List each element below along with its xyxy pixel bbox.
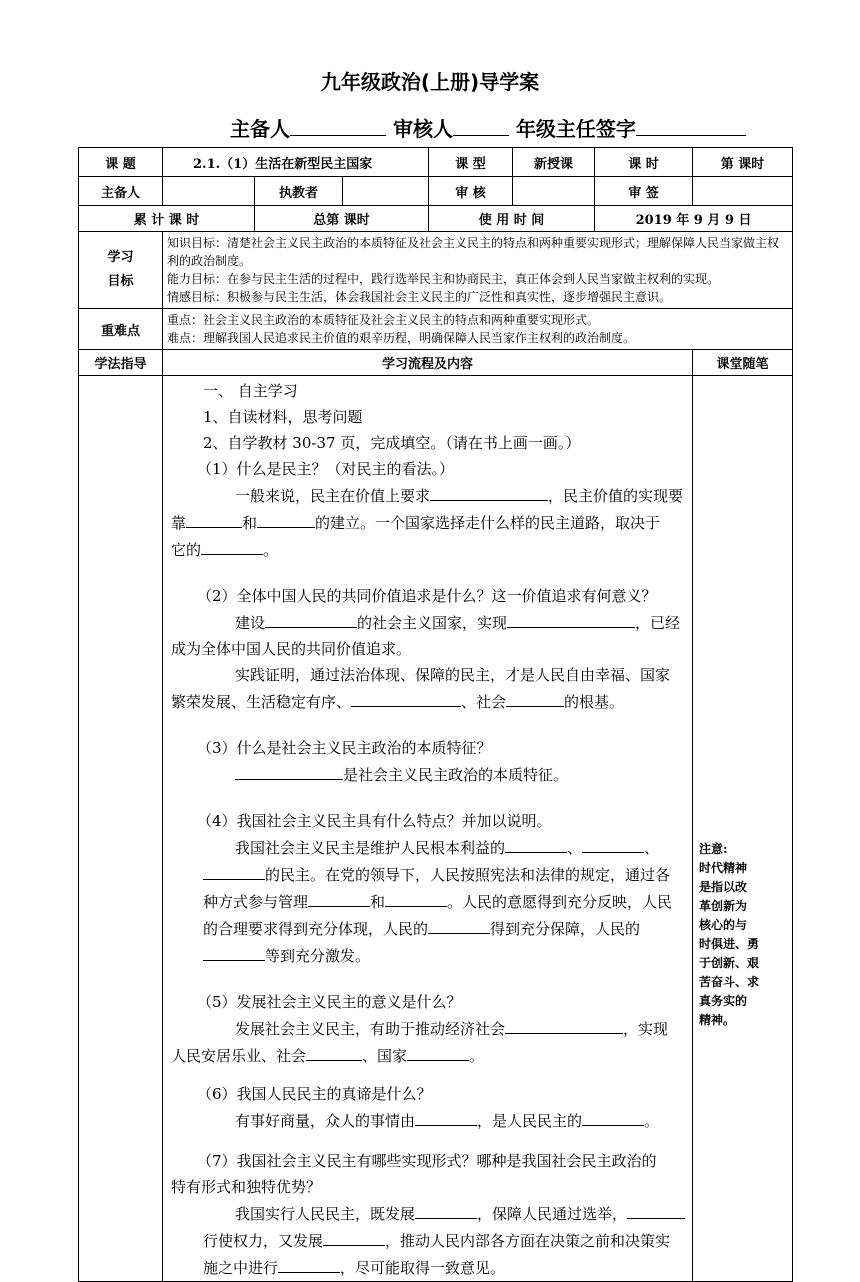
- blank[interactable]: [203, 861, 265, 880]
- topic-value: 2.1.（1）生活在新型民主国家: [163, 148, 429, 177]
- reviewer-blank: [453, 117, 509, 136]
- answer-2-line4: 繁荣发展、生活稳定有序、 、社会 的根基。: [171, 688, 686, 715]
- type-label: 课 型: [429, 148, 513, 177]
- audit-label: 审 核: [429, 177, 513, 206]
- blank[interactable]: [507, 609, 635, 628]
- director-label: 年级主任签字: [515, 117, 636, 141]
- lesson-table: [78, 147, 793, 1282]
- note-line: 于创新、艰: [699, 956, 760, 970]
- blank[interactable]: [582, 834, 644, 853]
- question-5: （5）发展社会主义民主的意义是什么？: [197, 993, 462, 1011]
- note-line: 是指以改: [699, 880, 748, 894]
- preparer-blank: [290, 117, 386, 136]
- note-title: 注意:: [699, 842, 728, 856]
- knowledge-goal: 知识目标：清楚社会主义民主政治的本质特征及社会主义民主的特点和两种重要实现形式；理解保障人民当家做主权利的政治制度。: [167, 236, 780, 268]
- section-self-study: 一、 自主学习: [203, 382, 298, 400]
- answer-4-line2: 的民主。在党的领导下，人民按照宪法和法律的规定，通过各: [171, 861, 686, 888]
- step-read-material: 1、自读材料，思考问题: [203, 408, 363, 426]
- blank[interactable]: [351, 688, 461, 707]
- blank[interactable]: [627, 1200, 685, 1219]
- emotion-goal: 情感目标：积极参与民主生活，体会我国社会主义民主的广泛性和真实性，逐步增强民主意识。: [167, 290, 672, 304]
- question-1: （1）什么是民主？（对民主的看法。）: [197, 460, 455, 478]
- answer-2-line3: 实践证明，通过法治体现、保障的民主，才是人民自由幸福、国家: [235, 666, 671, 684]
- page-title: 九年级政治(上册)导学案: [320, 70, 540, 94]
- step-self-study-textbook: 2、自学教材 30-37 页，完成填空。（请在书上画一画。）: [203, 434, 581, 452]
- total-hours-label: 累 计 课 时: [79, 206, 255, 232]
- blank[interactable]: [203, 942, 265, 961]
- blank[interactable]: [506, 688, 564, 707]
- ability-goal: 能力目标：在参与民主生活的过程中，践行选举民主和协商民主，真正体会到人民当家做主权利的实现。: [167, 272, 720, 286]
- answer-4-line1: 我国社会主义民主是维护人民根本利益的 、 、: [171, 834, 686, 861]
- answer-5-line1: 发展社会主义民主，有助于推动经济社会 ，实现: [171, 1015, 686, 1042]
- answer-5-line2: 人民安居乐业、社会 、国家 。: [171, 1042, 686, 1069]
- preparer-cell-value: [163, 177, 255, 206]
- blank[interactable]: [505, 834, 567, 853]
- answer-2-line1: 建设 的社会主义国家，实现 ，已经: [171, 609, 686, 636]
- sign-label: 审 签: [595, 177, 693, 206]
- director-blank: [636, 117, 746, 136]
- blank[interactable]: [265, 609, 357, 628]
- note-line: 时俱进、勇: [699, 937, 760, 951]
- note-line: 精神。: [699, 1013, 736, 1027]
- question-6: （6）我国人民民主的真谛是什么？: [197, 1085, 432, 1103]
- date-value: 2019 年 9 月 9 日: [595, 206, 793, 232]
- focus-point: 重点：社会主义民主政治的本质特征及社会主义民主的特点和两种重要实现形式。: [167, 313, 600, 327]
- key-points-label: 重难点: [79, 309, 163, 350]
- preparer-label: 主备人: [230, 117, 290, 141]
- answer-2-line2: 成为全体中国人民的共同价值追求。: [171, 640, 412, 658]
- type-value: 新授课: [513, 148, 595, 177]
- question-7-line2: 特有形式和独特优势？: [171, 1178, 322, 1196]
- notes-column: [693, 376, 793, 1282]
- blank[interactable]: [186, 509, 242, 528]
- method-column-header: 学法指导: [79, 350, 163, 376]
- question-4: （4）我国社会主义民主具有什么特点？并加以说明。: [197, 812, 552, 830]
- answer-1-line2: 靠 和 的建立。一个国家选择走什么样的民主道路，取决于: [171, 509, 686, 536]
- answer-7-line1: 我国实行人民民主，既发展 ，保障人民通过选举，: [171, 1200, 686, 1227]
- signature-line: [230, 113, 746, 142]
- process-column-header: 学习流程及内容: [163, 350, 693, 376]
- question-2: （2）全体中国人民的共同价值追求是什么？这一价值追求有何意义？: [197, 587, 657, 605]
- preparer-cell-label: 主备人: [79, 177, 163, 206]
- question-3: （3）什么是社会主义民主政治的本质特征？: [197, 739, 492, 757]
- answer-3: 是社会主义民主政治的本质特征。: [171, 761, 686, 788]
- blank[interactable]: [306, 1042, 362, 1061]
- blank[interactable]: [415, 1200, 477, 1219]
- blank[interactable]: [257, 509, 315, 528]
- teacher-value: [343, 177, 429, 206]
- answer-1-line3: 它的 。: [171, 536, 686, 563]
- blank[interactable]: [430, 482, 548, 501]
- audit-value: [513, 177, 595, 206]
- blank[interactable]: [415, 1107, 477, 1126]
- teacher-label: 执教者: [255, 177, 343, 206]
- blank[interactable]: [385, 888, 447, 907]
- answer-4-line4: 的合理要求得到充分体现，人民的 得到充分保障，人民的: [171, 915, 686, 942]
- hours-value: 第 课时: [693, 148, 793, 177]
- blank[interactable]: [582, 1107, 644, 1126]
- note-line: 苦奋斗、求: [699, 975, 760, 989]
- note-line: 真务实的: [699, 994, 748, 1008]
- answer-6: 有事好商量，众人的事情由 ，是人民民主的 。: [171, 1107, 686, 1134]
- answer-7-line2: 行使权力，又发展 ，推动人民内部各方面在决策之前和决策实: [171, 1227, 686, 1254]
- answer-4-line3: 种方式参与管理 和 。人民的意愿得到充分反映，人民: [171, 888, 686, 915]
- goals-label-line1: 学习: [107, 250, 134, 265]
- date-label: 使 用 时 间: [429, 206, 595, 232]
- note-line: 核心的与: [699, 918, 748, 932]
- sign-value: [693, 177, 793, 206]
- difficulty-point: 难点：理解我国人民追求民主价值的艰辛历程，明确保障人民当家作主权利的政治制度。: [167, 331, 636, 345]
- blank[interactable]: [235, 761, 343, 780]
- blank[interactable]: [323, 1227, 385, 1246]
- notes-column-header: 课堂随笔: [693, 350, 793, 376]
- method-column: [79, 376, 163, 1282]
- blank[interactable]: [505, 1015, 623, 1034]
- blank[interactable]: [201, 536, 263, 555]
- note-line: 革创新为: [699, 899, 748, 913]
- answer-7-line3: 施之中进行 ，尽可能取得一致意见。: [171, 1254, 686, 1281]
- blank[interactable]: [308, 888, 370, 907]
- total-hours-value: 总第 课时: [255, 206, 429, 232]
- hours-label: 课 时: [595, 148, 693, 177]
- goals-label-line2: 目标: [107, 274, 134, 289]
- goals-content: [163, 232, 793, 309]
- blank[interactable]: [407, 1042, 469, 1061]
- note-line: 时代精神: [699, 861, 748, 875]
- goals-label: [79, 232, 163, 309]
- question-7: （7）我国社会主义民主有哪些实现形式？哪种是我国社会民主政治的: [197, 1152, 657, 1170]
- note-box: [693, 836, 792, 1034]
- blank[interactable]: [278, 1254, 340, 1273]
- blank[interactable]: [428, 915, 490, 934]
- key-points-content: [163, 309, 793, 350]
- reviewer-label: 审核人: [392, 117, 453, 141]
- answer-1-line1: 一般来说，民主在价值上要求 ，民主价值的实现要: [171, 482, 686, 509]
- topic-label: 课 题: [79, 148, 163, 177]
- answer-4-line5: 等到充分激发。: [171, 942, 686, 969]
- process-content: [163, 376, 693, 1282]
